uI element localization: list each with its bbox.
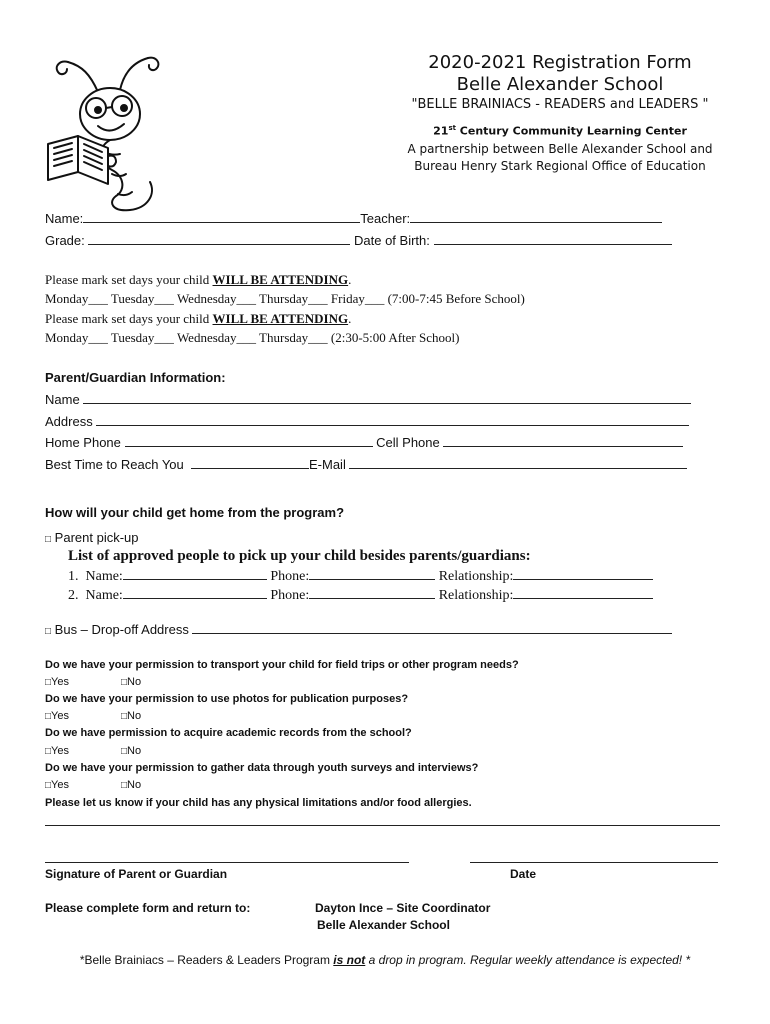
approved-person-row bbox=[68, 587, 653, 604]
checkbox-icon[interactable]: □ bbox=[121, 780, 128, 791]
allergies-prompt: Please let us know if your child has any physical limitations and/or food allergies. bbox=[45, 797, 472, 809]
pickup-relationship-field[interactable] bbox=[513, 568, 653, 580]
pickup-label: Parent pick-up bbox=[54, 530, 139, 545]
yes-option[interactable] bbox=[45, 676, 69, 688]
dob-field[interactable] bbox=[434, 233, 672, 245]
checkbox-icon[interactable]: □ bbox=[45, 780, 52, 791]
coordinator-school: Belle Alexander School bbox=[317, 918, 450, 932]
name-label: Name: bbox=[45, 211, 84, 226]
approved-person-row bbox=[68, 568, 653, 585]
parent-heading: Parent/Guardian Information: bbox=[45, 370, 226, 385]
checkbox-icon[interactable]: □ bbox=[121, 711, 128, 722]
yes-label: Yes bbox=[51, 676, 69, 688]
parent-name-field[interactable] bbox=[83, 392, 691, 404]
attendance-prompt-after bbox=[45, 311, 351, 327]
checkbox-icon[interactable]: □ bbox=[45, 626, 52, 637]
row-relationship-label: Relationship: bbox=[438, 588, 514, 603]
school-name: Belle Alexander School bbox=[456, 74, 664, 95]
parent-name-label: Name bbox=[45, 392, 80, 407]
return-instruction: Please complete form and return to: bbox=[45, 901, 251, 915]
date-label: Date bbox=[510, 867, 537, 881]
yes-option[interactable] bbox=[45, 710, 69, 722]
attendance-prompt-suffix: . bbox=[348, 311, 352, 326]
permission-question: Do we have permission to acquire academic records from the school? bbox=[45, 727, 412, 739]
program-slogan: "BELLE BRAINIACS - READERS and LEADERS " bbox=[411, 97, 709, 112]
contact-row bbox=[45, 457, 687, 472]
footer-emphasis: is not bbox=[333, 953, 366, 967]
permission-question: Do we have your permission to transport your child for field trips or other program needs? bbox=[45, 659, 519, 671]
row-phone-label: Phone: bbox=[270, 588, 310, 603]
checkbox-icon[interactable]: □ bbox=[45, 677, 52, 688]
grade-row bbox=[45, 233, 672, 248]
row-relationship-label: Relationship: bbox=[438, 569, 514, 584]
yes-option[interactable] bbox=[45, 779, 69, 791]
pickup-name-field[interactable] bbox=[123, 568, 267, 580]
allergies-field[interactable] bbox=[45, 825, 720, 826]
coordinator-name: Dayton Ince – Site Coordinator bbox=[315, 901, 491, 915]
home-phone-label: Home Phone bbox=[45, 435, 121, 450]
yes-no-row bbox=[45, 676, 141, 688]
yes-no-row bbox=[45, 745, 141, 757]
dropoff-address-field[interactable] bbox=[192, 622, 672, 634]
form-title: 2020-2021 Registration Form bbox=[428, 52, 692, 73]
footer-suffix: a drop in program. Regular weekly attendance is expected! * bbox=[365, 953, 691, 967]
parent-name-row bbox=[45, 392, 691, 407]
yes-no-row bbox=[45, 779, 141, 791]
cclc-superscript: st bbox=[448, 124, 456, 132]
checkbox-icon[interactable]: □ bbox=[45, 746, 52, 757]
bookworm-logo bbox=[38, 44, 178, 219]
yes-no-row bbox=[45, 710, 141, 722]
attendance-prompt-text: Please mark set days your child bbox=[45, 272, 213, 287]
after-school-days[interactable]: Monday___ Tuesday___ Wednesday___ Thursday___ (2:30-5:00 After School) bbox=[45, 330, 460, 345]
cclc-rest: Century Community Learning Center bbox=[455, 124, 687, 138]
row-name-label: Name: bbox=[85, 569, 123, 584]
row-phone-label: Phone: bbox=[270, 569, 310, 584]
attendance-prompt-text: Please mark set days your child bbox=[45, 311, 213, 326]
yes-option[interactable] bbox=[45, 745, 69, 757]
attendance-prompt-suffix: . bbox=[348, 272, 352, 287]
no-option[interactable] bbox=[121, 676, 141, 688]
grade-field[interactable] bbox=[88, 233, 350, 245]
pickup-phone-field[interactable] bbox=[309, 568, 435, 580]
student-name-row bbox=[45, 211, 662, 226]
address-label: Address bbox=[45, 414, 93, 429]
footer-note bbox=[0, 953, 770, 967]
pickup-phone-field[interactable] bbox=[309, 587, 435, 599]
partnership-line-1: A partnership between Belle Alexander School and bbox=[407, 142, 713, 156]
teacher-field[interactable] bbox=[410, 211, 662, 223]
attendance-prompt-before bbox=[45, 272, 351, 288]
row-name-label: Name: bbox=[85, 588, 123, 603]
permission-question: Do we have your permission to gather data through youth surveys and interviews? bbox=[45, 762, 479, 774]
cclc-line bbox=[360, 124, 760, 138]
grade-label: Grade: bbox=[45, 233, 85, 248]
attendance-emphasis: WILL BE ATTENDING bbox=[212, 272, 349, 287]
address-row bbox=[45, 414, 689, 429]
dob-label: Date of Birth: bbox=[354, 233, 430, 248]
row-number: 2. bbox=[68, 588, 79, 603]
email-label: E-Mail bbox=[309, 457, 346, 472]
checkbox-icon[interactable]: □ bbox=[45, 711, 52, 722]
parent-pickup-option[interactable] bbox=[45, 530, 139, 545]
signature-label: Signature of Parent or Guardian bbox=[45, 867, 228, 881]
cell-phone-field[interactable] bbox=[443, 435, 683, 447]
email-field[interactable] bbox=[349, 457, 687, 469]
date-field[interactable] bbox=[470, 862, 718, 863]
no-label: No bbox=[127, 779, 142, 791]
bus-label: Bus – Drop-off Address bbox=[54, 622, 189, 637]
best-time-label: Best Time to Reach You bbox=[45, 457, 184, 472]
no-option[interactable] bbox=[121, 745, 141, 757]
checkbox-icon[interactable]: □ bbox=[45, 534, 52, 545]
yes-label: Yes bbox=[51, 710, 69, 722]
no-label: No bbox=[127, 676, 142, 688]
phone-row bbox=[45, 435, 683, 450]
no-option[interactable] bbox=[121, 779, 141, 791]
no-option[interactable] bbox=[121, 710, 141, 722]
permission-question: Do we have your permission to use photos for publication purposes? bbox=[45, 693, 409, 705]
student-name-field[interactable] bbox=[83, 211, 360, 223]
checkbox-icon[interactable]: □ bbox=[121, 677, 128, 688]
pickup-relationship-field[interactable] bbox=[513, 587, 653, 599]
pickup-name-field[interactable] bbox=[123, 587, 267, 599]
yes-label: Yes bbox=[51, 779, 69, 791]
checkbox-icon[interactable]: □ bbox=[121, 746, 128, 757]
bus-option[interactable] bbox=[45, 622, 672, 637]
transport-question: How will your child get home from the program? bbox=[45, 505, 345, 520]
no-label: No bbox=[127, 745, 142, 757]
no-label: No bbox=[127, 710, 142, 722]
footer-prefix: *Belle Brainiacs – Readers & Leaders Program bbox=[79, 953, 334, 967]
signature-field[interactable] bbox=[45, 862, 409, 863]
cell-phone-label: Cell Phone bbox=[376, 435, 440, 450]
home-phone-field[interactable] bbox=[125, 435, 373, 447]
teacher-label: Teacher: bbox=[360, 211, 411, 226]
row-number: 1. bbox=[68, 569, 79, 584]
approved-people-heading: List of approved people to pick up your child besides parents/guardians: bbox=[68, 548, 531, 564]
partnership-line-2: Bureau Henry Stark Regional Office of Education bbox=[414, 159, 706, 173]
address-field[interactable] bbox=[96, 414, 689, 426]
before-school-days[interactable]: Monday___ Tuesday___ Wednesday___ Thursday___ Friday___ (7:00-7:45 Before School) bbox=[45, 291, 525, 306]
yes-label: Yes bbox=[51, 745, 69, 757]
attendance-emphasis: WILL BE ATTENDING bbox=[212, 311, 349, 326]
cclc-ordinal: 21 bbox=[433, 124, 449, 138]
best-time-field[interactable] bbox=[191, 457, 309, 469]
